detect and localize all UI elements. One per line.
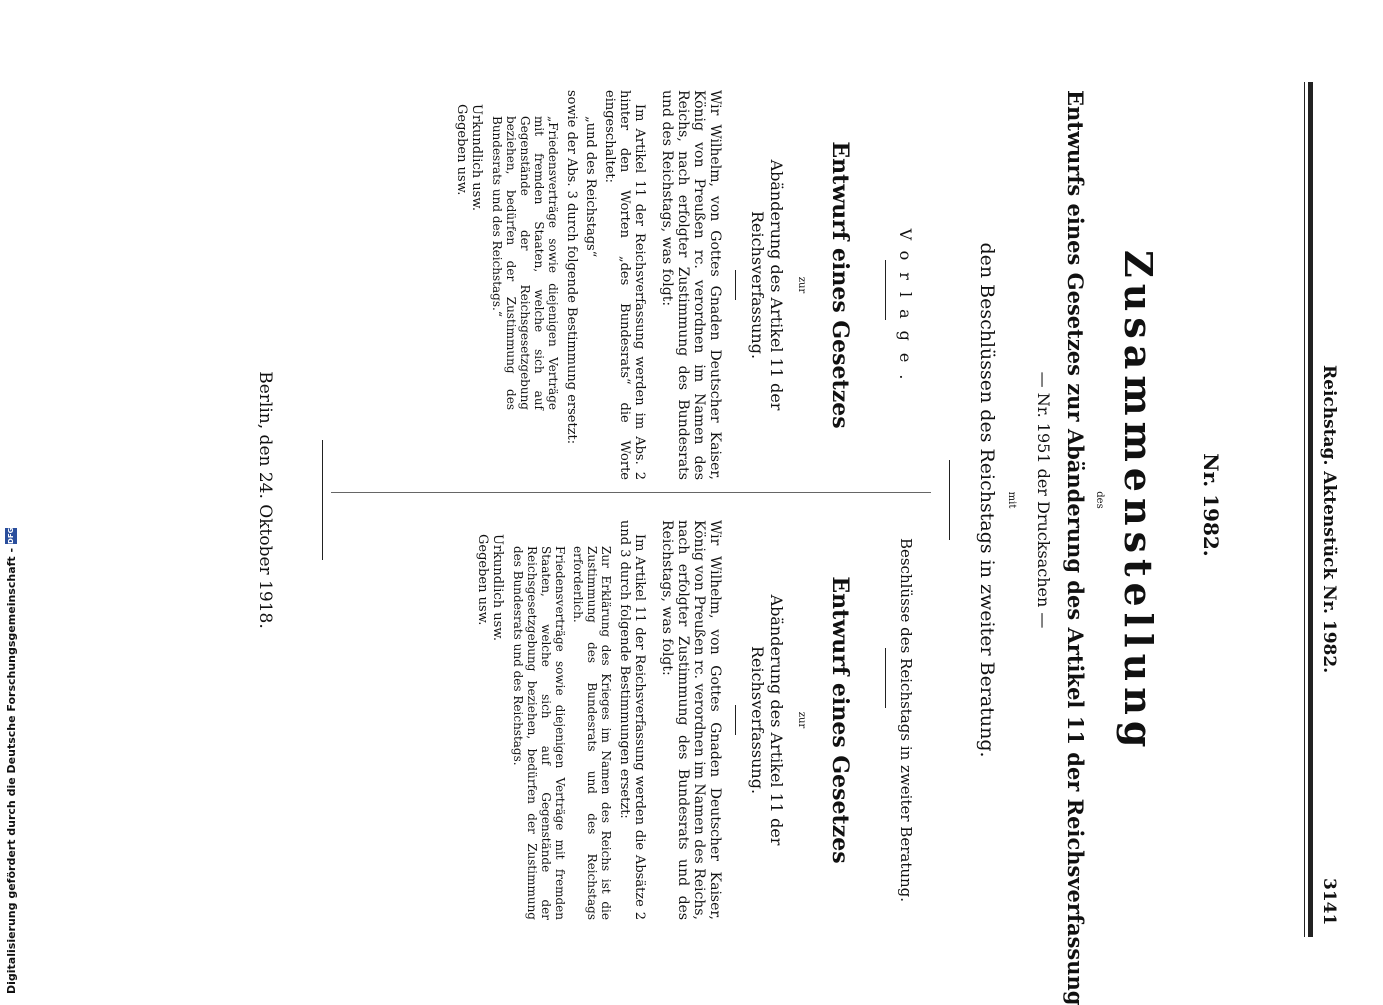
left-column (454, 90, 853, 480)
left-preamble: Wir Wilhelm, von Gottes Gnaden Deutscher Kaiser, König von Preußen rc. verordnen im Namen des Reichs, nach erfolgter Zustimmung des Bundesrats und des Reichstags, was folgt: (659, 90, 723, 480)
subject-title: Entwurfs eines Gesetzes zur Abänderung des Artikel 11 der Reichsverfassung (1063, 90, 1088, 1005)
right-subject-rule (735, 705, 736, 735)
left-law-subject: Abänderung des Artikel 11 der Reichsverfassung. (748, 159, 786, 411)
left-quote-1: „und des Reichstags“ (583, 116, 598, 258)
title-rule (949, 460, 950, 540)
header-rule (1308, 82, 1313, 937)
right-law-title: Entwurf eines Gesetzes (827, 576, 853, 864)
left-law-title: Entwurf eines Gesetzes (827, 141, 853, 429)
right-quote-2: Friedensverträge sowie diejenigen Verträge mit fremden Staaten, welche sich auf Gegenstände der Reichsgesetzgebung beziehen, bedürfen der Zustimmung des Bundesrats und des Reichstags. (511, 546, 567, 920)
left-signature-1: Urkundlich usw. (469, 104, 484, 211)
document-heading: Zusammenstellung (1116, 250, 1161, 754)
right-zur: zur (796, 711, 807, 729)
right-article-text: Im Artikel 11 der Reichsverfassung werden die Absätze 2 und 3 durch folgende Bestimmungen ersetzt: (617, 520, 647, 920)
drucksachen-ref: — Nr. 1951 der Drucksachen — (1034, 371, 1053, 629)
right-heading-rule (885, 648, 886, 708)
digitization-text: Digitalisierung gefördert durch die Deutsche Forschungsgemeinschaft - (4, 547, 18, 994)
right-column (475, 520, 853, 920)
column-divider (331, 492, 931, 493)
right-law-subject: Abänderung des Artikel 11 der Reichsverfassung. (748, 594, 786, 846)
left-heading-rule (885, 260, 886, 320)
left-article-text: Im Artikel 11 der Reichsverfassung werden im Abs. 2 hinter den Worten „des Bundesrats“ die Worte eingeschaltet: (602, 90, 647, 480)
mit-word: mit (1006, 491, 1017, 509)
left-zur: zur (796, 276, 807, 294)
header-rule-thin (1304, 82, 1305, 937)
right-quote-1: Zur Erklärung des Krieges im Namen des Reichs ist die Zustimmung des Bundesrats und des Reichstags erforderlich. (571, 546, 613, 920)
left-signature-2: Gegeben usw. (454, 104, 469, 196)
right-signature-1: Urkundlich usw. (490, 534, 505, 641)
left-column-heading: Vorlage. (896, 228, 915, 392)
document-number: Nr. 1982. (1199, 453, 1223, 557)
right-preamble: Wir Wilhelm, von Gottes Gnaden Deutscher Kaiser, König von Preußen rc. verordnen im Namen des Reichs, nach erfolgter Zustimmung des Bundesrats und des Reichstags, was folgt: (659, 520, 723, 920)
digitization-note (0, 0, 22, 1000)
dfg-logo-icon: DFG (7, 527, 15, 544)
left-line-2: sowie der Abs. 3 durch folgende Bestimmung ersetzt: (564, 90, 579, 445)
left-quote-2: „Friedensverträge sowie diejenigen Verträge mit fremden Staaten, welche sich auf Gegenstände der Reichsgesetzgebung beziehen, bedürfen der Zustimmung des Bundesrats und des Reichstags.“ (490, 116, 560, 410)
place-date: Berlin, den 24. Oktober 1918. (255, 371, 275, 629)
page-number: 3141 (1319, 878, 1339, 926)
left-subject-rule (735, 270, 736, 300)
right-column-heading: Beschlüsse des Reichstags in zweiter Beratung. (897, 537, 915, 903)
des-word: des (1094, 491, 1105, 509)
right-signature-2: Gegeben usw. (475, 534, 490, 626)
header-left: Reichstag. Aktenstück Nr. 1982. (1319, 365, 1339, 674)
bottom-rule (322, 440, 323, 560)
decisions-title: den Beschlüssen des Reichstags in zweiter Beratung. (976, 242, 998, 758)
